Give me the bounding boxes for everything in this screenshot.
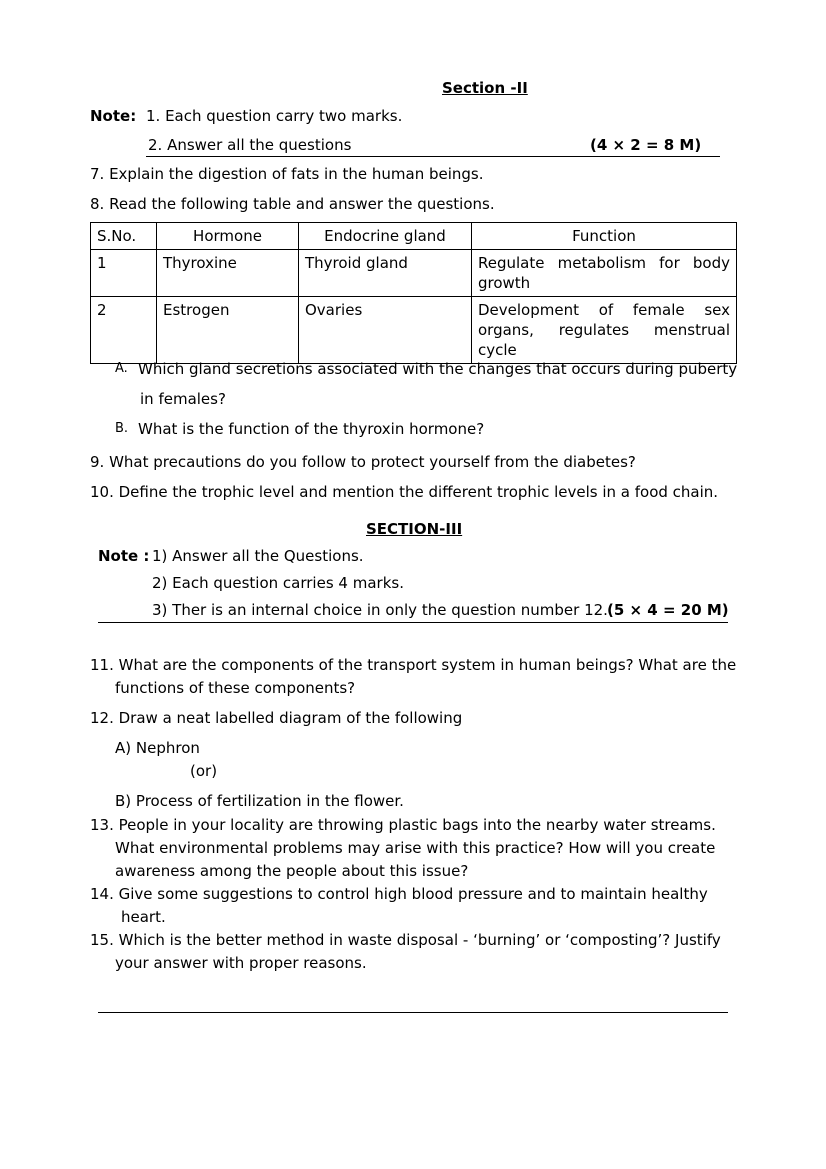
hormone-table <box>90 222 737 364</box>
question-14-continued: heart. <box>121 908 166 926</box>
sub-question-a: Which gland secretions associated with the changes that occurs during puberty <box>138 360 738 378</box>
table-cell: Thyroxine <box>157 250 299 297</box>
table-header: S.No. <box>91 223 157 250</box>
question-12: 12. Draw a neat labelled diagram of the following <box>90 709 463 727</box>
sub-question-b: What is the function of the thyroxin hormone? <box>138 420 485 438</box>
table-row <box>91 250 737 297</box>
section-2-note-item: 2. Answer all the questions <box>148 136 352 154</box>
question-15-continued: your answer with proper reasons. <box>115 954 367 972</box>
divider <box>98 622 728 623</box>
sub-question-b-label: B. <box>115 421 129 436</box>
question-7: 7. Explain the digestion of fats in the human beings. <box>90 165 484 183</box>
table-cell: Estrogen <box>157 297 299 364</box>
question-8: 8. Read the following table and answer the questions. <box>90 195 495 213</box>
table-header: Endocrine gland <box>299 223 472 250</box>
section-2-note-item: 1. Each question carry two marks. <box>146 107 403 125</box>
table-header-row <box>91 223 737 250</box>
section-3-note-item: 1) Answer all the Questions. <box>152 547 364 565</box>
table-row <box>91 297 737 364</box>
question-13-continued: What environmental problems may arise with this practice? How will you create <box>115 839 716 857</box>
question-12-or: (or) <box>190 762 218 780</box>
question-10: 10. Define the trophic level and mention the different trophic levels in a food chain. <box>90 483 719 501</box>
table-cell: Thyroid gland <box>299 250 472 297</box>
footer-divider <box>98 1012 728 1013</box>
question-12-option-a: A) Nephron <box>115 739 200 757</box>
section-2-marks: (4 × 2 = 8 M) <box>590 136 702 154</box>
section-3-note-item: 3) Ther is an internal choice in only the question number 12. <box>152 601 608 619</box>
section-3-heading: SECTION-III <box>366 520 463 538</box>
table-cell: 1 <box>91 250 157 297</box>
table-cell: Development of female sex organs, regulates menstrual cycle <box>472 297 737 364</box>
question-13-continued: awareness among the people about this issue? <box>115 862 469 880</box>
question-11: 11. What are the components of the transport system in human beings? What are the <box>90 656 737 674</box>
table-cell: Regulate metabolism for body growth <box>472 250 737 297</box>
question-9: 9. What precautions do you follow to protect yourself from the diabetes? <box>90 453 636 471</box>
section-3-note-item: 2) Each question carries 4 marks. <box>152 574 404 592</box>
section-2-note-label: Note: <box>90 107 137 125</box>
question-15: 15. Which is the better method in waste disposal - ‘burning’ or ‘composting’? Justify <box>90 931 721 949</box>
section-3-note-label: Note : <box>98 547 150 565</box>
question-14: 14. Give some suggestions to control high blood pressure and to maintain healthy <box>90 885 708 903</box>
table-header: Function <box>472 223 737 250</box>
sub-question-a-label: A. <box>115 361 128 376</box>
section-3-marks: (5 × 4 = 20 M) <box>607 601 729 619</box>
sub-question-a-continued: in females? <box>140 390 226 408</box>
question-11-continued: functions of these components? <box>115 679 356 697</box>
table-cell: 2 <box>91 297 157 364</box>
table-header: Hormone <box>157 223 299 250</box>
table-cell: Ovaries <box>299 297 472 364</box>
divider <box>146 156 720 157</box>
question-13: 13. People in your locality are throwing plastic bags into the nearby water streams. <box>90 816 716 834</box>
question-12-option-b: B) Process of fertilization in the flower. <box>115 792 404 810</box>
section-2-heading: Section -II <box>442 79 528 97</box>
